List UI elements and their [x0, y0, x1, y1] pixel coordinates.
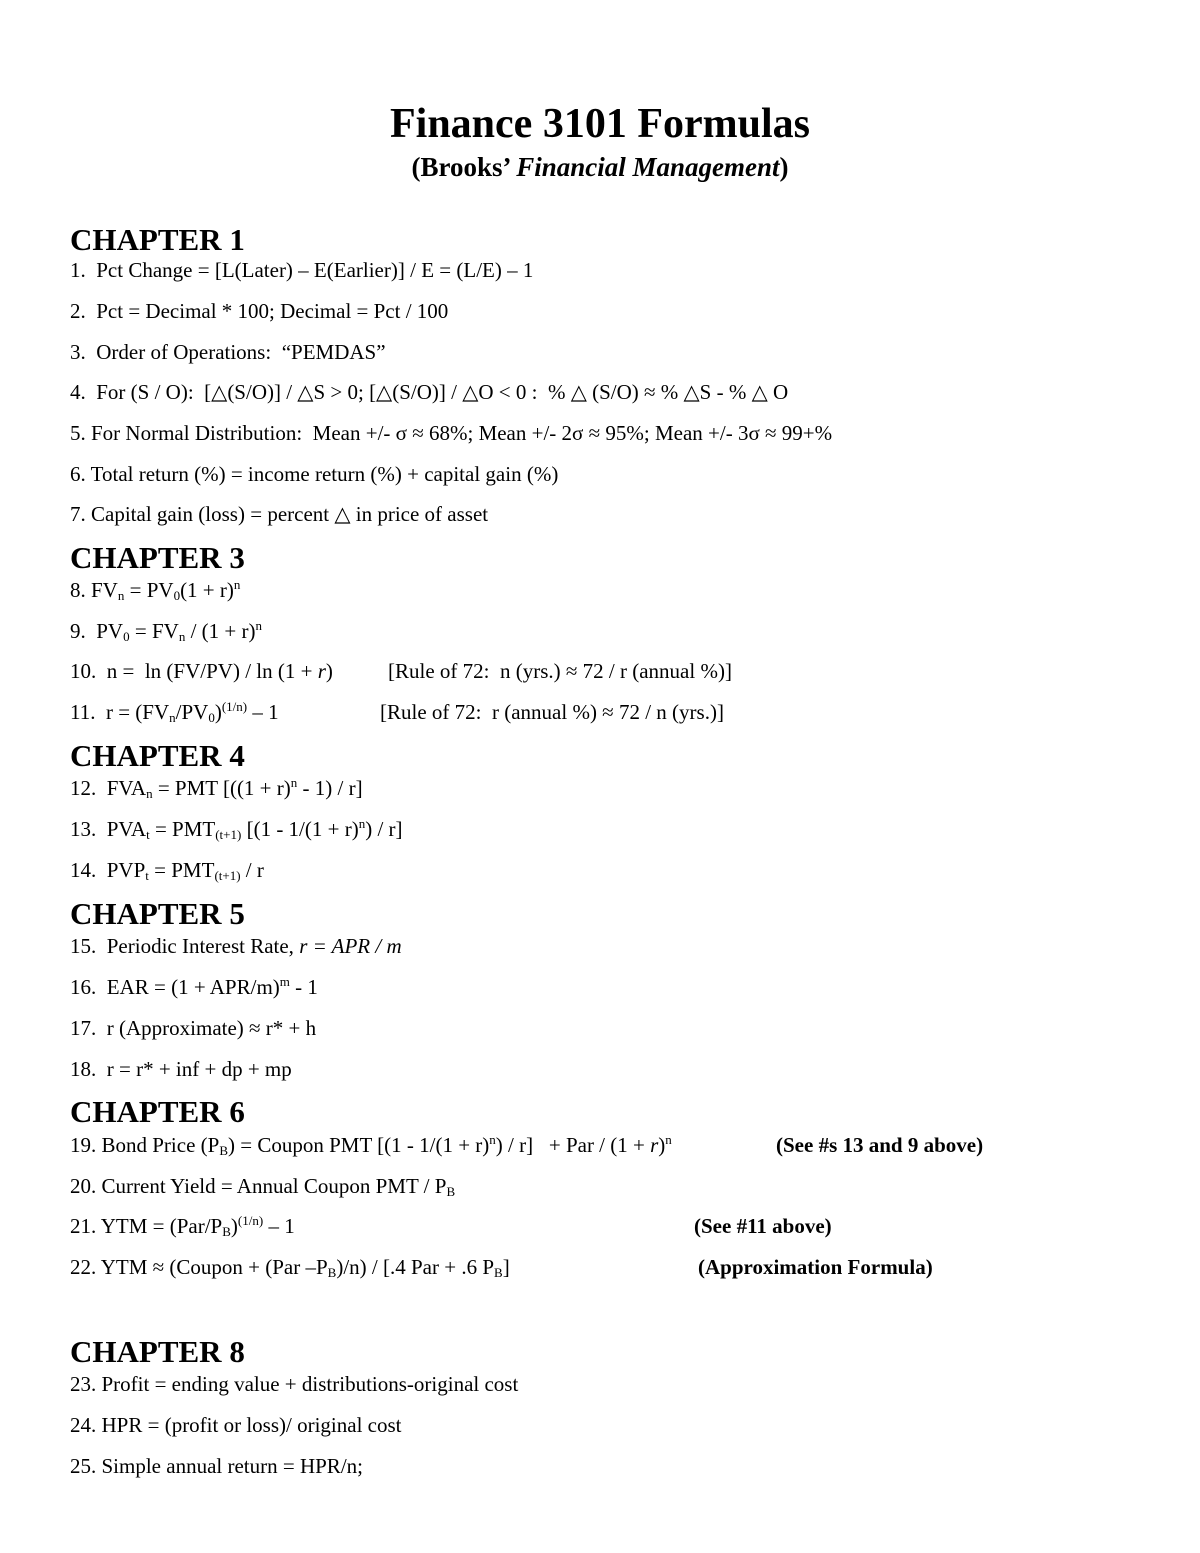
page-title: Finance 3101 Formulas: [390, 101, 810, 147]
formula-14: 14. $PVP_t = PMT_{(t+1)} / r$: [70, 858, 264, 883]
chapter-1-heading: CHAPTER 1: [70, 222, 245, 257]
formula-4: 4. For (S / O): [△(S/O)] / △S > 0; [△(S/O)] / △O < 0 : % △ (S/O) ≈ % △S - % △ O: [70, 380, 789, 404]
formula-22: 22. YTM ≈ (Coupon + (Par $-P_B)/n) / [.4$ Par + .6 $P_B$]: [70, 1255, 510, 1280]
formula-11-rule-of-72: [Rule of 72: r (annual %) ≈ 72 / n (yrs.)]: [380, 700, 724, 724]
formula-19-note: (See #s 13 and 9 above): [776, 1133, 984, 1157]
formula-8: 8. $FV_n = PV_0(1 + r)^n$: [70, 577, 241, 603]
formula-21: 21. YTM = $(Par/P_B)^{(1/n)} - 1$: [70, 1213, 295, 1239]
formula-10: 10. n = ln (FV/PV) / ln (1 + r): [70, 659, 333, 683]
formula-18: 18. r = r* + inf + dp + mp: [70, 1057, 292, 1081]
formula-15: 15. Periodic Interest Rate, r = APR / m: [70, 934, 402, 958]
formula-7: 7. Capital gain (loss) = percent △ in price of asset: [70, 502, 489, 526]
formula-17: 17. r (Approximate) ≈ r* + h: [70, 1016, 317, 1040]
formula-16: 16. EAR = (1 + APR/$m)^m - 1$: [70, 974, 318, 999]
formula-3: 3. Order of Operations: “PEMDAS”: [70, 340, 386, 364]
subtitle-suffix: ): [779, 152, 789, 182]
chapter-5-heading: CHAPTER 5: [70, 896, 245, 931]
formula-24: 24. HPR = (profit or loss)/ original cost: [70, 1413, 402, 1437]
chapter-6-heading: CHAPTER 6: [70, 1094, 245, 1129]
formula-20: 20. Current Yield = Annual Coupon PMT / $P_B$: [70, 1174, 456, 1199]
formula-5: 5. For Normal Distribution: Mean +/- σ ≈ 68%; Mean +/- 2σ ≈ 95%; Mean +/- 3σ ≈ 99+%: [70, 421, 833, 445]
subtitle-book-title: Financial Management: [516, 152, 780, 182]
formula-12: 12. $FVA_n$ = PMT $[((1 + r)^n - 1) / r]$: [70, 775, 363, 801]
formula-1: 1. Pct Change = [L(Later) – E(Earlier)] / E = (L/E) – 1: [70, 258, 534, 282]
formula-19: 19. Bond Price $(P_B)$ = Coupon PMT $[(1 - 1/(1 + r)^n) / r]$ + Par / $(1 + r)^n$: [70, 1132, 672, 1158]
formula-21-note: (See #11 above): [694, 1214, 832, 1238]
formula-13: 13. $PVA_t = PMT_{(t+1)}$ $[(1 - 1/(1 + r)^n) / r]$: [70, 816, 403, 842]
formula-9: 9. $PV_0 = FV_n / (1 + r)^n$: [70, 618, 262, 644]
formula-10-rule-of-72: [Rule of 72: n (yrs.) ≈ 72 / r (annual %)]: [388, 659, 732, 683]
chapter-8-heading: CHAPTER 8: [70, 1334, 245, 1369]
formula-6: 6. Total return (%) = income return (%) + capital gain (%): [70, 462, 559, 486]
subtitle-prefix: (Brooks’: [411, 152, 517, 182]
formula-25: 25. Simple annual return = HPR/n;: [70, 1454, 363, 1478]
chapter-4-heading: CHAPTER 4: [70, 738, 245, 773]
formula-11: 11. $r = (FV_n/PV_0)^{(1/n)} - 1$: [70, 699, 279, 725]
page-subtitle: [0, 150, 1200, 184]
formula-2: 2. Pct = Decimal * 100; Decimal = Pct / 100: [70, 299, 449, 323]
formula-22-note: (Approximation Formula): [698, 1255, 933, 1279]
chapter-3-heading: CHAPTER 3: [70, 540, 245, 575]
formula-23: 23. Profit = ending value + distributions-original cost: [70, 1372, 519, 1396]
